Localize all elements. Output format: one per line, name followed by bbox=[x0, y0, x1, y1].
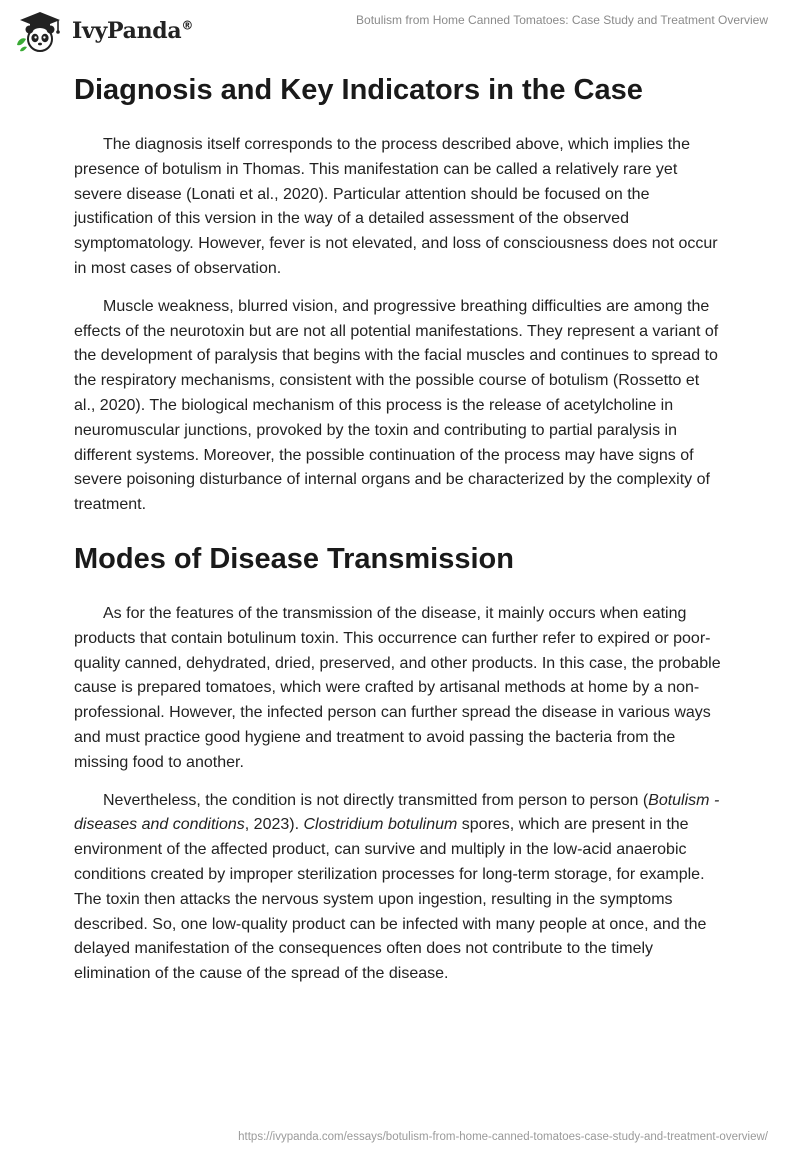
citation-title: Botulism - diseases and conditions bbox=[74, 791, 720, 834]
species-name: Clostridium botulinum bbox=[303, 816, 458, 834]
paragraph: As for the features of the transmission of the disease, it mainly occurs when eating products that contain botulinum toxin. This occurrence can further refer to expired or poor-quality canned, dehydrated, dried, preserved, and other products. In this case, the probable cause is prepared tomatoes, which were crafted by artisanal methods at home by a non-professional. However, the infected person can further spread the disease in various ways and must practice good hygiene and treatment to avoid passing the bacteria from the missing food to another. bbox=[74, 604, 721, 771]
paragraph: The diagnosis itself corresponds to the process described above, which implies the presence of botulism in Thomas. This manifestation can be called a relatively rare yet severe disease (Lonati et al., 2020). Particular attention should be focused on the justification of this version in the way of a detailed assessment of the observed symptomatology. However, fever is not elevated, and loss of consciousness does not occur in most cases of observation. bbox=[74, 136, 718, 277]
paragraph: Muscle weakness, blurred vision, and progressive breathing difficulties are among the effects of the neurotoxin but are not all potential manifestations. They represent a variant of the development of paralysis that begins with the facial muscles and continues to spread to the respiratory mechanisms, consistent with the possible course of botulism (Rossetto et al., 2020). The biological mechanism of this process is the release of acetylcholine in neuromuscular junctions, provoked by the toxin and contributing to partial paralysis in different systems. Moreover, the possible continuation of the process may have signs of severe poisoning disturbance of internal organs and be characterized by the complexity of treatment. bbox=[74, 297, 719, 514]
text-run: Nevertheless, the condition is not directly transmitted from person to person ( bbox=[103, 791, 649, 809]
brand-name: IvyPanda® bbox=[72, 18, 194, 44]
registered-mark: ® bbox=[181, 18, 194, 33]
article-body bbox=[74, 72, 724, 987]
text-run: spores, which are present in the environment of the affected product, can survive and multiply in the low-acid anaerobic conditions created by improper sterilization processes for long-term storage, for example. The toxin then attacks the nervous system upon ingestion, resulting in the symptoms described. So, one low-quality product can be infected with many people at once, and the delayed manifestation of the consequences often does not contribute to the timely elimination of the cause of the spread of the disease. bbox=[74, 816, 707, 983]
panda-graduate-icon bbox=[14, 9, 66, 53]
text-run: , 2023). bbox=[244, 816, 304, 834]
brand-logo[interactable] bbox=[14, 9, 193, 53]
paragraph-with-citations bbox=[74, 789, 724, 987]
source-url[interactable]: https://ivypanda.com/essays/botulism-from-home-canned-tomatoes-case-study-and-treatment-overview/ bbox=[238, 1131, 768, 1143]
section-heading-diagnosis: Diagnosis and Key Indicators in the Case bbox=[74, 74, 643, 106]
page-header bbox=[0, 0, 800, 60]
section-heading-transmission: Modes of Disease Transmission bbox=[74, 542, 514, 575]
document-title: Botulism from Home Canned Tomatoes: Case Study and Treatment Overview bbox=[356, 13, 768, 27]
